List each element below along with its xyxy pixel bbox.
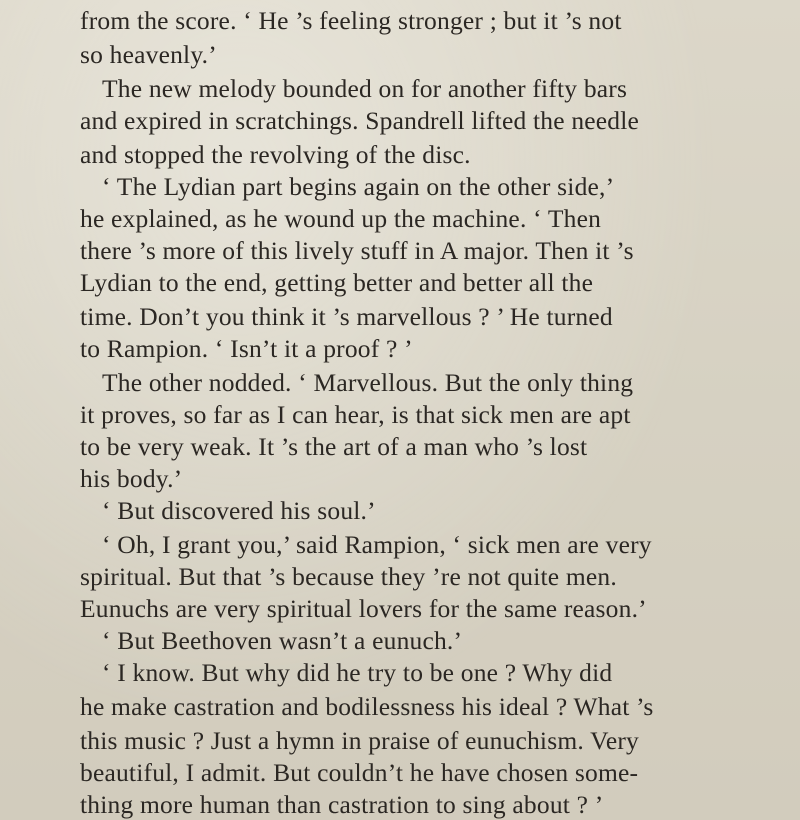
text-line: so heavenly.’	[80, 40, 217, 69]
text-line: beautiful, I admit. But couldn’t he have chosen some-	[80, 758, 639, 787]
text-line: he make castration and bodilessness his ideal ? What ’s	[80, 692, 654, 721]
text-line: and expired in scratchings. Spandrell lifted the needle	[80, 106, 640, 135]
text-line: The other nodded. ‘ Marvellous. But the only thing	[102, 368, 634, 397]
text-line: and stopped the revolving of the disc.	[80, 140, 471, 169]
text-line: spiritual. But that ’s because they ’re not quite men.	[80, 562, 617, 591]
text-line: ‘ But Beethoven wasn’t a eunuch.’	[102, 626, 463, 655]
text-line: Lydian to the end, getting better and better all the	[80, 268, 594, 297]
text-line: thing more human than castration to sing about ? ’	[80, 790, 604, 819]
text-line: he explained, as he wound up the machine. ‘ Then	[80, 204, 602, 233]
text-line: it proves, so far as I can hear, is that sick men are apt	[80, 400, 631, 429]
text-line: Eunuchs are very spiritual lovers for the same reason.’	[80, 594, 647, 623]
text-line: his body.’	[80, 464, 183, 493]
text-line: to be very weak. It ’s the art of a man who ’s lost	[80, 432, 588, 461]
text-line: time. Don’t you think it ’s marvellous ? ’ He turned	[80, 302, 613, 331]
text-line: ‘ Oh, I grant you,’ said Rampion, ‘ sick men are very	[102, 530, 652, 559]
text-line: there ’s more of this lively stuff in A major. Then it ’s	[80, 236, 634, 265]
text-line: to Rampion. ‘ Isn’t it a proof ? ’	[80, 334, 413, 363]
text-line: ‘ But discovered his soul.’	[102, 496, 376, 525]
text-line: The new melody bounded on for another fifty bars	[102, 74, 628, 103]
text-line: ‘ I know. But why did he try to be one ? Why did	[102, 658, 613, 687]
text-line: this music ? Just a hymn in praise of eunuchism. Very	[80, 726, 640, 755]
text-line: ‘ The Lydian part begins again on the other side,’	[102, 172, 615, 201]
text-line: from the score. ‘ He ’s feeling stronger ; but it ’s not	[80, 6, 622, 35]
